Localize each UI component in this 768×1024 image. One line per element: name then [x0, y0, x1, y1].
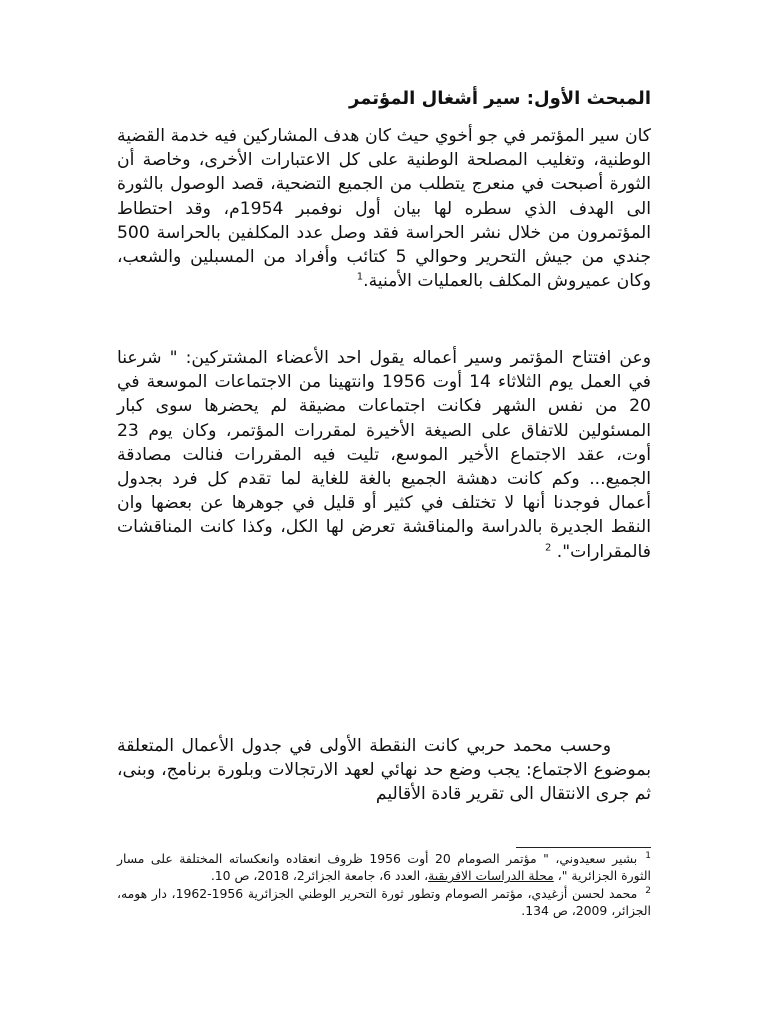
paragraph-1-text: كان سير المؤتمر في جو أخوي حيث كان هدف المشاركين فيه خدمة القضية الوطنية، وتغليب المصلحة الوطنية على كل الاعتبارات الأخرى، وخاصة أن الثورة أصبحت في منعرج يتطلب من الجميع التضحية، قصد الوصول بالثورة الى الهدف الذي سطره لها بيان أول نوفمبر 1954م، وقد احتطاط المؤتمرون من خلال نشر الحراسة فقد وصل عدد المكلفين بالحراسة 500 جندي من جيش التحرير وحوالي 5 كتائب وأفراد من المسبلين والشعب، وكان عميروش المكلف بالعمليات الأمنية.	[117, 126, 651, 292]
footnote-2-number: 2	[645, 885, 651, 896]
footnote-1-text-after: ، العدد 6، جامعة الجزائر2، 2018، ص 10.	[210, 868, 429, 884]
paragraph-2-text: وعن افتتاح المؤتمر وسير أعماله يقول احد الأعضاء المشتركين: " شرعنا في العمل يوم الثلاثاء 14 أوت 1956 وانتهينا من الاجتماعات الموسعة في 20 من نفس الشهر فكانت اجتماعات مضيقة لم يحضرها سوى كبار المسئولين للاتفاق على الصيغة الأخيرة لمقررات المؤتمر، وكان يوم 23 أوت، عقد الاجتماع الأخير الموسع، تليت فيه المقررات فنالت مصادقة الجميع... وكم كانت دهشة الجميع بالغة للغاية لما تقدم كل فرد بجدول أعمال فوجدنا أنها لا تختلف في كثير أو قليل في جوهرها عن بعضها وان النقط الجديرة بالدراسة والمناقشة تعرض لها الكل، وكذا كانت المناقشات فالمقرارات".	[117, 348, 651, 562]
section-heading: المبحث الأول: سير أشغال المؤتمر	[349, 88, 651, 109]
footnote-1	[117, 850, 651, 885]
paragraph-3: وحسب محمد حربي كانت النقطة الأولى في جدول الأعمال المتعلقة بموضوع الاجتماع: يجب وضع حد نهائي لعهد الارتجالات وبلورة برنامج، وبنى، ثم جرى الانتقال الى تقرير قادة الأقاليم	[117, 736, 651, 805]
footnote-1-number: 1	[645, 850, 651, 861]
footnote-1-journal-title: مجلة الدراسات الافريقية	[428, 868, 554, 884]
paragraph-2	[117, 346, 651, 564]
paragraph-1	[117, 124, 651, 293]
footnote-ref-1[interactable]: 1	[356, 271, 364, 283]
document-page	[117, 0, 651, 1024]
footnotes	[117, 850, 651, 920]
footnote-2-text: محمد لحسن أزغيدي، مؤتمر الصومام وتطور ثورة التحرير الوطني الجزائرية 1956-1962، دار هومه، الجزائر، 2009، ص 134.	[117, 885, 651, 919]
footnote-separator	[516, 847, 651, 848]
footnote-ref-2[interactable]: 2	[544, 541, 552, 553]
footnote-1-text-before: بشير سعيدوني، " مؤتمر الصومام 20 أوت 1956 ظروف انعقاده وانعكساته المختلفة على مسار الثورة الجزائرية "،	[117, 851, 651, 884]
footnote-2	[117, 885, 651, 920]
